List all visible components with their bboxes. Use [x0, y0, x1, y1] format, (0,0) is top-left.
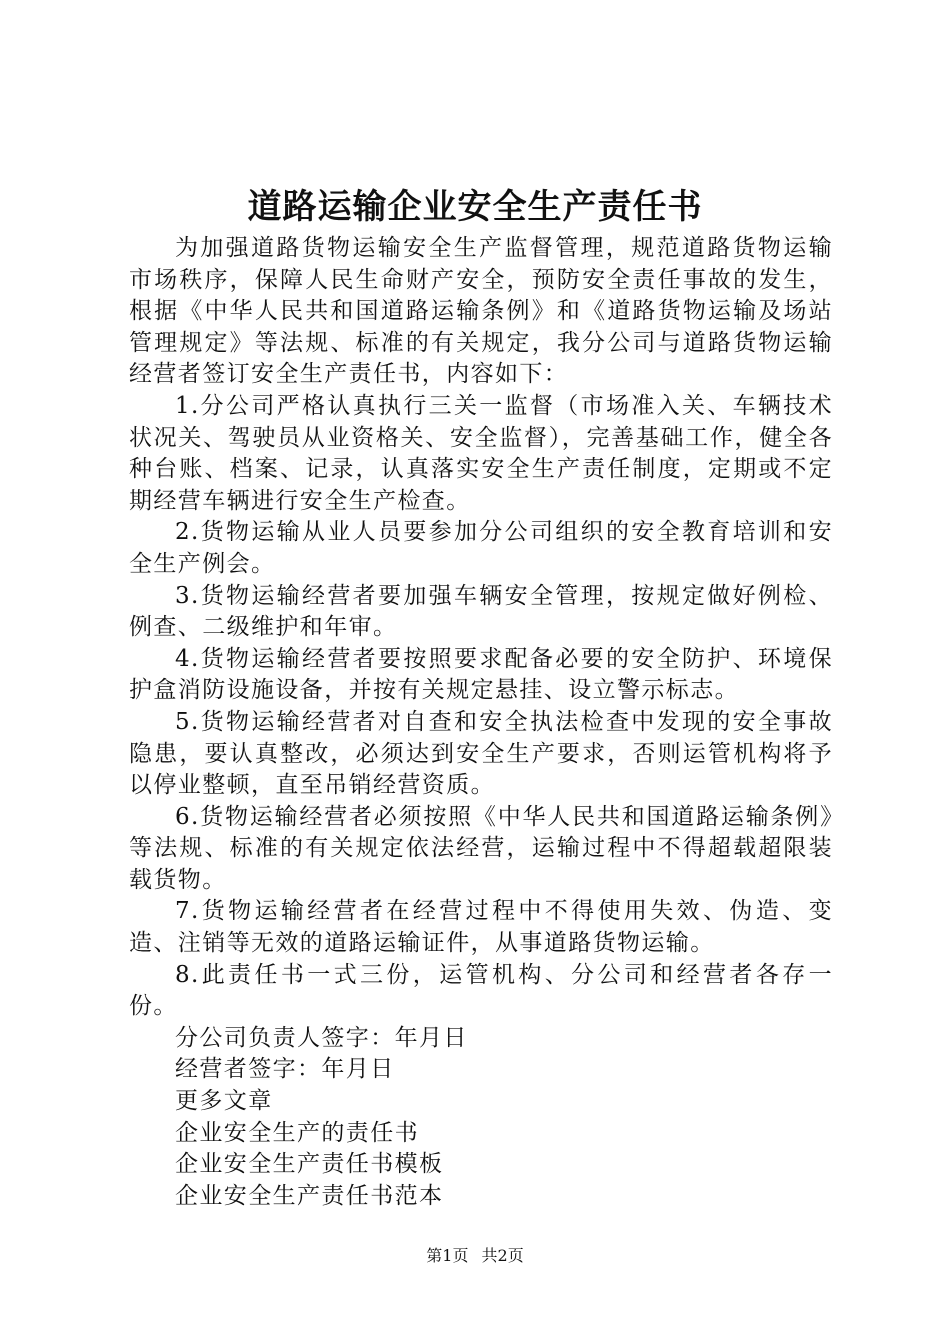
intro-paragraph: 为加强道路货物运输安全生产监督管理，规范道路货物运输市场秩序，保障人民生命财产安全，预防安全责任事故的发生，根据《中华人民共和国道路运输条例》和《道路货物运输及场站管理规定》等法规、标准的有关规定，我分公司与道路货物运输经营者签订安全生产责任书，内容如下：	[129, 235, 833, 388]
more-article-link[interactable]: 企业安全生产的责任书	[175, 1119, 419, 1146]
clause-7: 7.货物运输经营者在经营过程中不得使用失效、伪造、变造、注销等无效的道路运输证件，从事道路货物运输。	[129, 898, 833, 957]
clause-2: 2.货物运输从业人员要参加分公司组织的安全教育培训和安全生产例会。	[129, 519, 833, 577]
page-number: 第1页	[426, 1246, 469, 1265]
more-article-link[interactable]: 企业安全生产责任书模板	[175, 1151, 444, 1178]
clause-5: 5.货物运输经营者对自查和安全执法检查中发现的安全事故隐患，要认真整改，必须达到安全生产要求，否则运管机构将予以停业整顿，直至吊销经营资质。	[129, 708, 833, 799]
clause-1: 1.分公司严格认真执行三关一监督（市场准入关、车辆技术状况关、驾驶员从业资格关、安全监督），完善基础工作，健全各种台账、档案、记录，认真落实安全生产责任制度，定期或不定期经营车辆进行安全生产检查。	[129, 392, 833, 514]
clause-3: 3.货物运输经营者要加强车辆安全管理，按规定做好例检、例查、二级维护和年审。	[129, 582, 833, 641]
document-body	[129, 233, 833, 1212]
page-footer	[0, 1244, 950, 1268]
branch-signature-line: 分公司负责人签字：年月日	[175, 1024, 468, 1051]
clause-6: 6.货物运输经营者必须按照《中华人民共和国道路运输条例》等法规、标准的有关规定依法经营，运输过程中不得超载超限装载货物。	[129, 803, 833, 893]
clause-8: 8.此责任书一式三份，运管机构、分公司和经营者各存一份。	[129, 961, 833, 1020]
clause-4: 4.货物运输经营者要按照要求配备必要的安全防护、环境保护盒消防设施设备，并按有关规定悬挂、设立警示标志。	[129, 645, 833, 704]
more-articles-heading: 更多文章	[175, 1088, 273, 1115]
document-title: 道路运输企业安全生产责任书	[247, 187, 703, 227]
more-article-link[interactable]: 企业安全生产责任书范本	[175, 1182, 444, 1209]
operator-signature-line: 经营者签字：年月日	[175, 1056, 395, 1083]
page-total: 共2页	[481, 1246, 524, 1265]
